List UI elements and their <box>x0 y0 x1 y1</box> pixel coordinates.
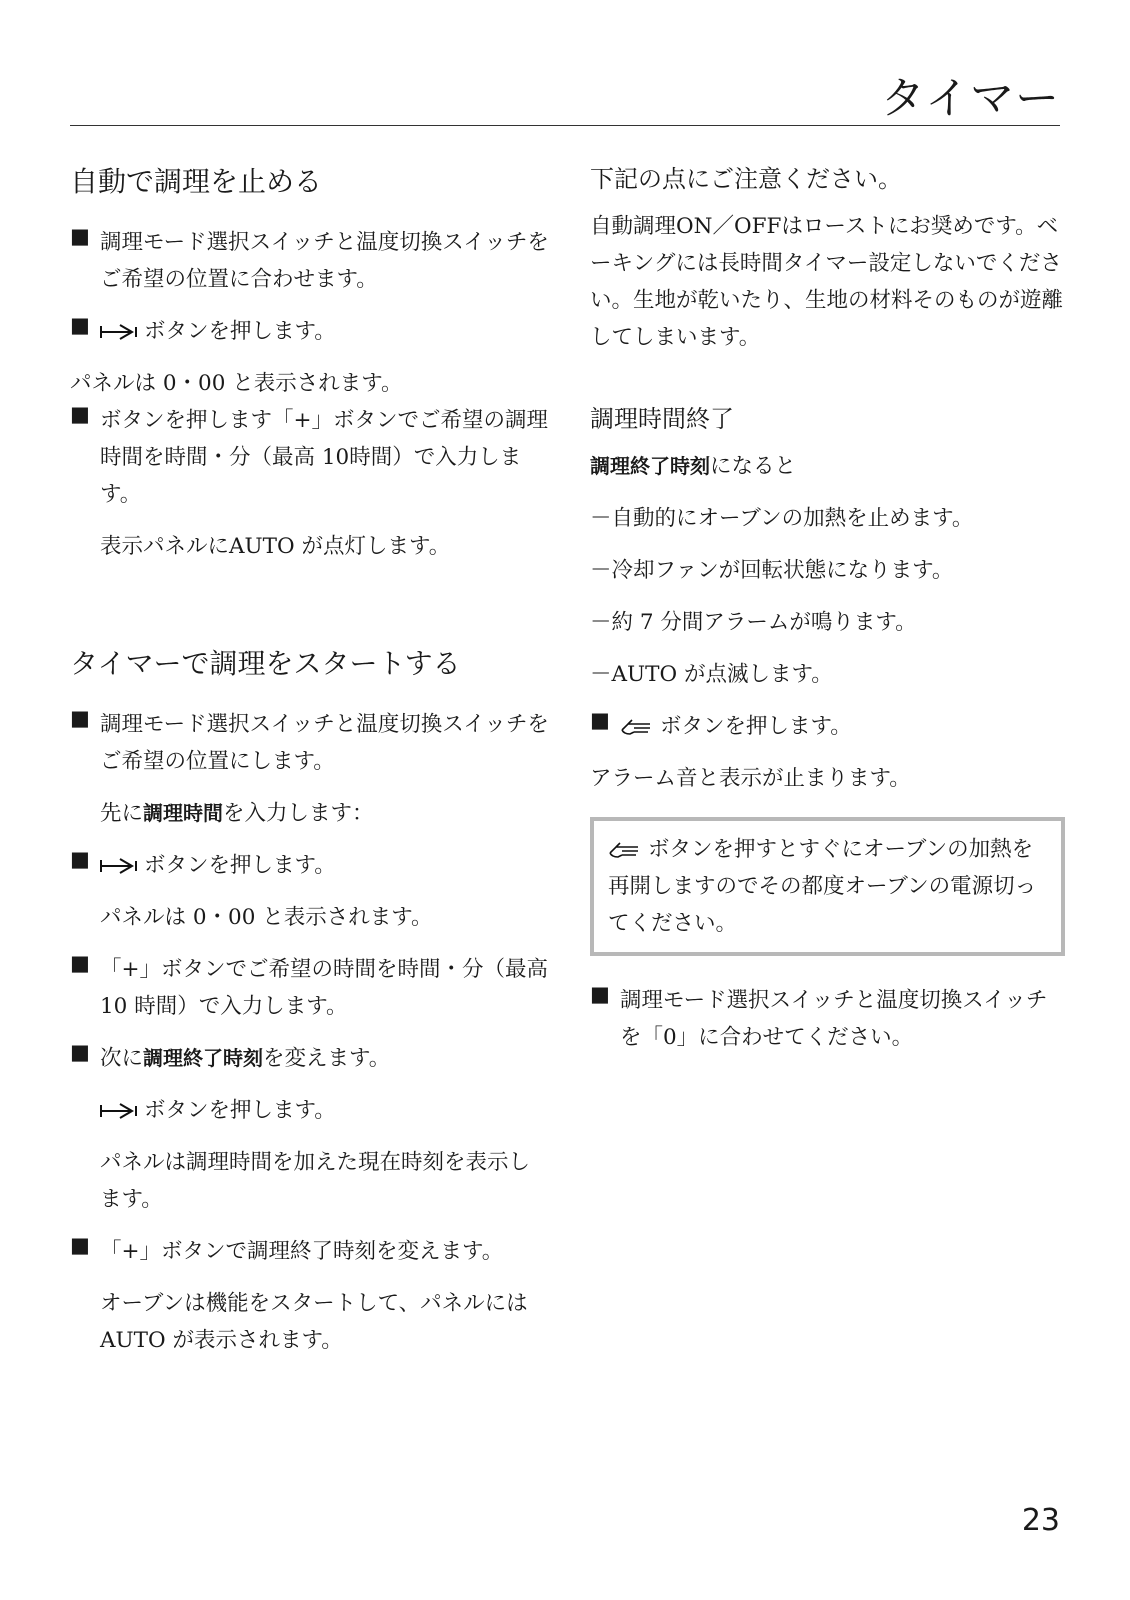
header-rule <box>70 125 1060 126</box>
bullet-square-icon: ■ <box>70 402 90 426</box>
note-box <box>590 817 1065 956</box>
list-item <box>70 847 550 884</box>
panel-text: パネルは 0・00 と表示されます。 <box>70 371 403 396</box>
list-item <box>70 313 550 350</box>
list-item-text: 「+」ボタンでご希望の時間を時間・分（最高 10 時間）で入力します。 <box>100 957 549 1019</box>
bullet-square-icon: ■ <box>590 982 610 1006</box>
panel-text: パネルは 0・00 と表示されます。 <box>100 905 433 930</box>
caution-text: 自動調理ON／OFFはローストにお奨めです。ベーキングには長時間タイマー設定しないでください。生地が乾いたり、生地の材料そのものが遊離してしまいます。 <box>590 214 1064 350</box>
instruction-text: 先に調理時間を入力します： <box>100 801 374 826</box>
left-column <box>70 160 550 1359</box>
note-text: ボタンを押すとすぐにオーブンの加熱を再開しますのでその都度オーブンの電源切ってください。 <box>608 837 1037 936</box>
list-item <box>70 706 550 780</box>
list-item-text: 「+」ボタンで調理終了時刻を変えます。 <box>100 1239 504 1264</box>
hand-icon <box>620 718 654 736</box>
list-item <box>70 1233 550 1270</box>
section-heading-cook-end: 調理時間終了 <box>590 405 734 433</box>
timer-arrow-icon <box>100 323 138 341</box>
instruction-text: ボタンを押します。 <box>144 1098 336 1123</box>
bullet-square-icon: ■ <box>590 708 610 732</box>
list-item-text: 調理モード選択スイッチと温度切換スイッチをご希望の位置に合わせます。 <box>100 230 549 292</box>
list-item <box>70 1040 550 1077</box>
hand-icon <box>608 841 642 859</box>
right-column <box>590 160 1065 1056</box>
timer-arrow-icon <box>100 857 138 875</box>
dash-item: －冷却ファンが回転状態になります。 <box>590 558 954 583</box>
bullet-square-icon: ■ <box>70 951 90 975</box>
list-item-text: ボタンを押します「+」ボタンでご希望の調理時間を時間・分（最高 10時間）で入力します。 <box>100 408 549 507</box>
bullet-square-icon: ■ <box>70 224 90 248</box>
list-item <box>590 708 1065 745</box>
list-item-text: 調理モード選択スイッチと温度切換スイッチをご希望の位置にします。 <box>100 712 549 774</box>
section-heading-timer-start: タイマーで調理をスタートする <box>70 647 461 680</box>
bullet-square-icon: ■ <box>70 313 90 337</box>
list-item-text: ボタンを押します。 <box>144 319 336 344</box>
page-title: タイマー <box>880 73 1060 124</box>
bullet-square-icon: ■ <box>70 1233 90 1257</box>
cook-end-intro: 調理終了時刻になると <box>590 454 797 479</box>
list-item-text: 次に調理終了時刻を変えます。 <box>100 1046 391 1071</box>
list-item <box>70 402 550 513</box>
bullet-square-icon: ■ <box>70 1040 90 1064</box>
timer-arrow-icon <box>100 1102 138 1120</box>
list-item-text: ボタンを押します。 <box>660 714 852 739</box>
section-heading-auto-stop: 自動で調理を止める <box>70 165 323 198</box>
panel-text: パネルは調理時間を加えた現在時刻を表示します。 <box>100 1150 531 1212</box>
list-item <box>590 982 1065 1056</box>
list-item-text: 調理モード選択スイッチと温度切換スイッチを「0」に合わせてください。 <box>620 988 1048 1050</box>
list-item <box>70 224 550 298</box>
dash-item: －自動的にオーブンの加熱を止めます。 <box>590 506 974 531</box>
result-text: アラーム音と表示が止まります。 <box>590 766 911 791</box>
dash-item: －約 7 分間アラームが鳴ります。 <box>590 610 917 635</box>
caution-heading: 下記の点にご注意ください。 <box>590 165 902 193</box>
panel-text: オーブンは機能をスタートして、パネルにはAUTO が表示されます。 <box>100 1291 528 1353</box>
bullet-square-icon: ■ <box>70 847 90 871</box>
page-number: 23 <box>1021 1503 1060 1538</box>
bullet-square-icon: ■ <box>70 706 90 730</box>
auto-lit-text: 表示パネルにAUTO が点灯します。 <box>100 534 451 559</box>
list-item-text: ボタンを押します。 <box>144 853 336 878</box>
list-item <box>70 951 550 1025</box>
dash-item: －AUTO が点滅します。 <box>590 662 833 687</box>
